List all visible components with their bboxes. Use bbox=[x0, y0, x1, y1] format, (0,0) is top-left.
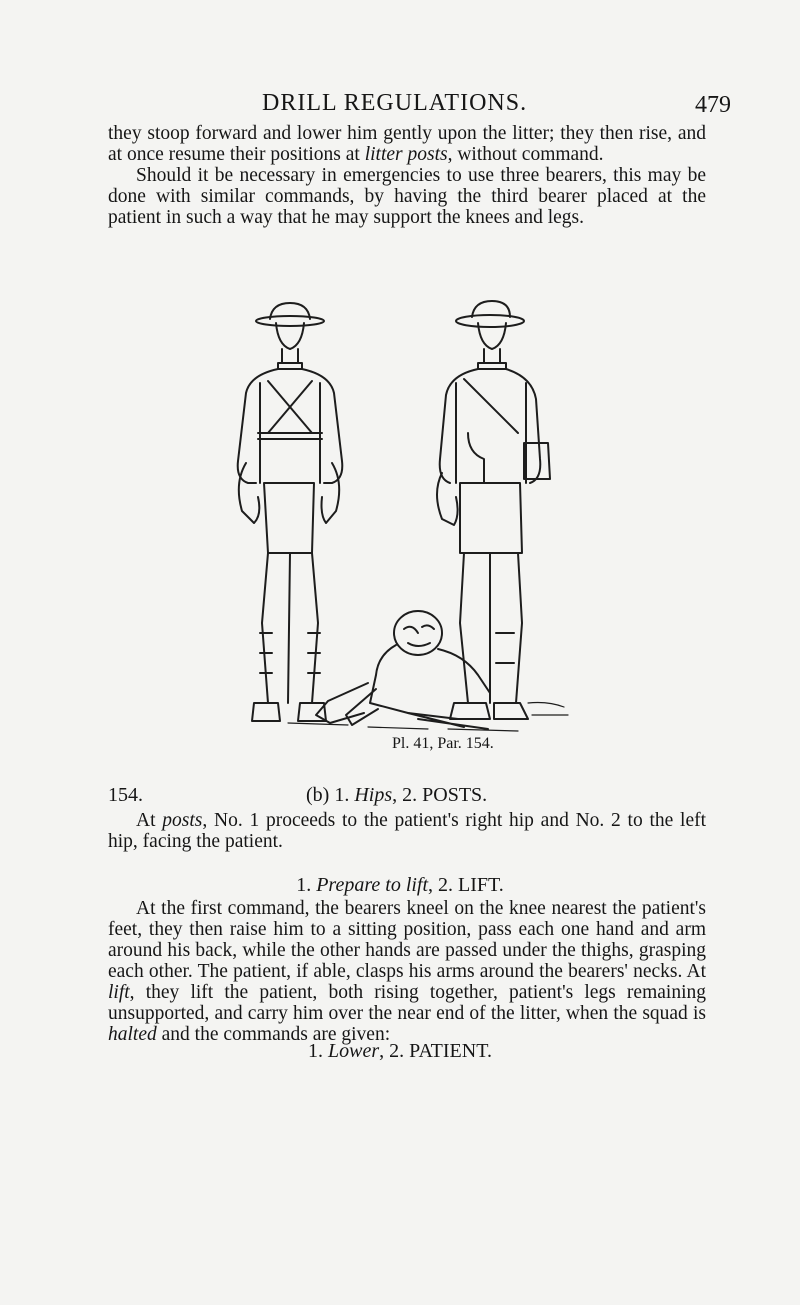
cmd2-italic: Lower bbox=[328, 1040, 380, 1062]
para3-text-a: At the first command, the bearers kneel on the knee nearest the patient's feet, they then raise him to a sitting position, pass each one hand and arm around his back, while the other hands are passed under the thighs, grasping each other. The patient, if able, clasps his arms around the bearers' necks. At bbox=[108, 898, 706, 982]
cmd1-rest: , 2. LIFT. bbox=[428, 874, 504, 896]
page-number: 479 bbox=[695, 92, 731, 118]
para2-text-b: , No. 1 proceeds to the patient's right hip and No. 2 to the left hip, facing the patient. bbox=[108, 810, 707, 852]
para1-text-b: , without command. bbox=[447, 144, 604, 165]
figure-caption: Pl. 41, Par. 154. bbox=[392, 735, 494, 752]
illustration-plate bbox=[228, 283, 584, 733]
paragraph-lift bbox=[108, 898, 706, 1045]
para1-italic: litter posts bbox=[364, 144, 448, 165]
paragraph-posts bbox=[108, 810, 706, 852]
para3-text-c: and the commands are given: bbox=[156, 1024, 391, 1045]
command-lower-patient bbox=[0, 1040, 800, 1063]
right-bearer-figure bbox=[437, 301, 550, 719]
section-label-hips: Hips bbox=[354, 784, 393, 806]
left-bearer-figure bbox=[238, 303, 343, 721]
section-label-rest: , 2. POSTS. bbox=[392, 784, 488, 806]
command-prepare-to-lift bbox=[0, 874, 800, 897]
para2-text-a: At bbox=[136, 810, 163, 831]
cmd1-italic: Prepare to lift bbox=[316, 874, 429, 896]
section-command bbox=[306, 784, 487, 807]
cmd2-num: 1. bbox=[308, 1040, 329, 1062]
paragraph-number: 154. bbox=[108, 784, 143, 806]
para3-text-b: , they lift the patient, both rising together, patient's legs remaining unsupported, and carry him over the near end of the litter, when the squad is bbox=[108, 982, 706, 1024]
paragraph-continuation bbox=[108, 123, 706, 228]
para3-italic-halted: halted bbox=[108, 1024, 157, 1045]
para3-italic-lift: lift bbox=[108, 982, 130, 1003]
para1-text-a: they stoop forward and lower him gently upon the litter; they then rise, and at once resume their positions at bbox=[108, 123, 706, 165]
cmd2-rest: , 2. PATIENT. bbox=[379, 1040, 492, 1062]
para1-text-c: Should it be necessary in emergencies to use three bearers, this may be done with similar commands, by having the third bearer placed at the patient in such a way that he may support the knees and legs. bbox=[108, 165, 706, 228]
cmd1-num: 1. bbox=[296, 874, 317, 896]
section-label-b: (b) 1. bbox=[306, 784, 355, 806]
header-title: DRILL REGULATIONS. bbox=[262, 90, 528, 116]
para2-italic: posts bbox=[162, 810, 203, 831]
